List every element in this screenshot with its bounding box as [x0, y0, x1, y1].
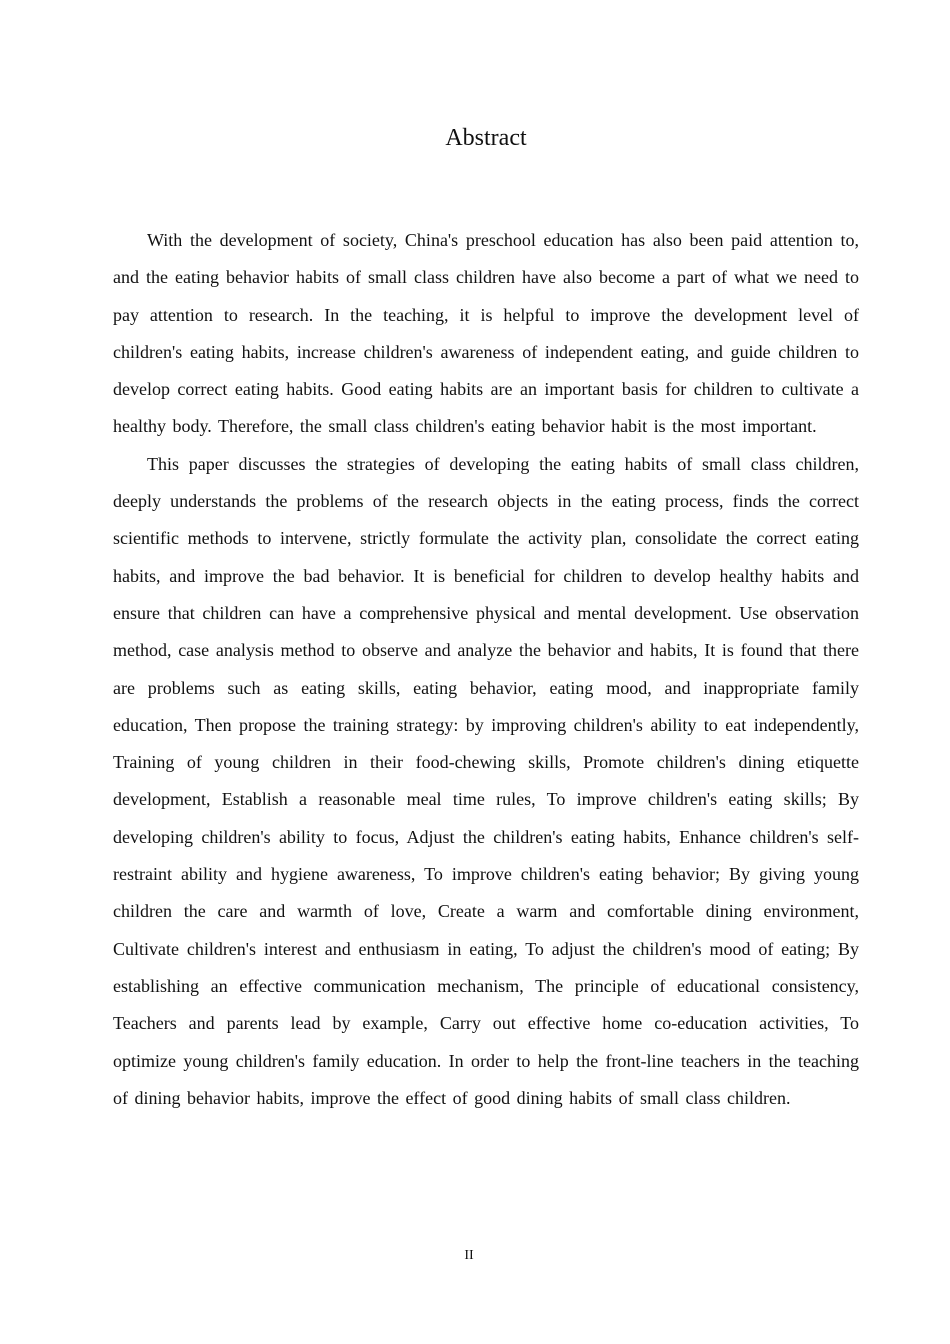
- abstract-paragraph-1: With the development of society, China's preschool education has also been paid attention to, and the eating behavior habits of small class children have also become a part of what we need to pay attention to research. In the teaching, it is helpful to improve the development level of children's eating habits, increase children's awareness of independent eating, and guide children to develop correct eating habits. Good eating habits are an important basis for children to cultivate a healthy body. Therefore, the small class children's eating behavior habit is the most important.: [113, 230, 859, 437]
- page-title: Abstract: [445, 125, 527, 151]
- page-number: II: [464, 1248, 474, 1263]
- abstract-paragraph-2: This paper discusses the strategies of developing the eating habits of small class children, deeply understands the problems of the research objects in the eating process, finds the correct scientific methods to intervene, strictly formulate the activity plan, consolidate the correct eating habits, and improve the bad behavior. It is beneficial for children to develop healthy habits and ensure that children can have a comprehensive physical and mental development. Use observation method, case analysis method to observe and analyze the behavior and habits, It is found that there are problems such as eating skills, eating behavior, eating mood, and inappropriate family education, Then propose the training strategy: by improving children's ability to eat independently, Training of young children in their food-chewing skills, Promote children's dining etiquette development, Establish a reasonable meal time rules, To improve children's eating skills; By developing children's ability to focus, Adjust the children's eating habits, Enhance children's self-restraint ability and hygiene awareness, To improve children's eating behavior; By giving young children the care and warmth of love, Create a warm and comfortable dining environment, Cultivate children's interest and enthusiasm in eating, To adjust the children's mood of eating; By establishing an effective communication mechanism, The principle of educational consistency, Teachers and parents lead by example, Carry out effective home co-education activities, To optimize young children's family education. In order to help the front-line teachers in the teaching of dining behavior habits, improve the effect of good dining habits of small class children.: [113, 453, 859, 1108]
- abstract-body: [113, 222, 859, 1117]
